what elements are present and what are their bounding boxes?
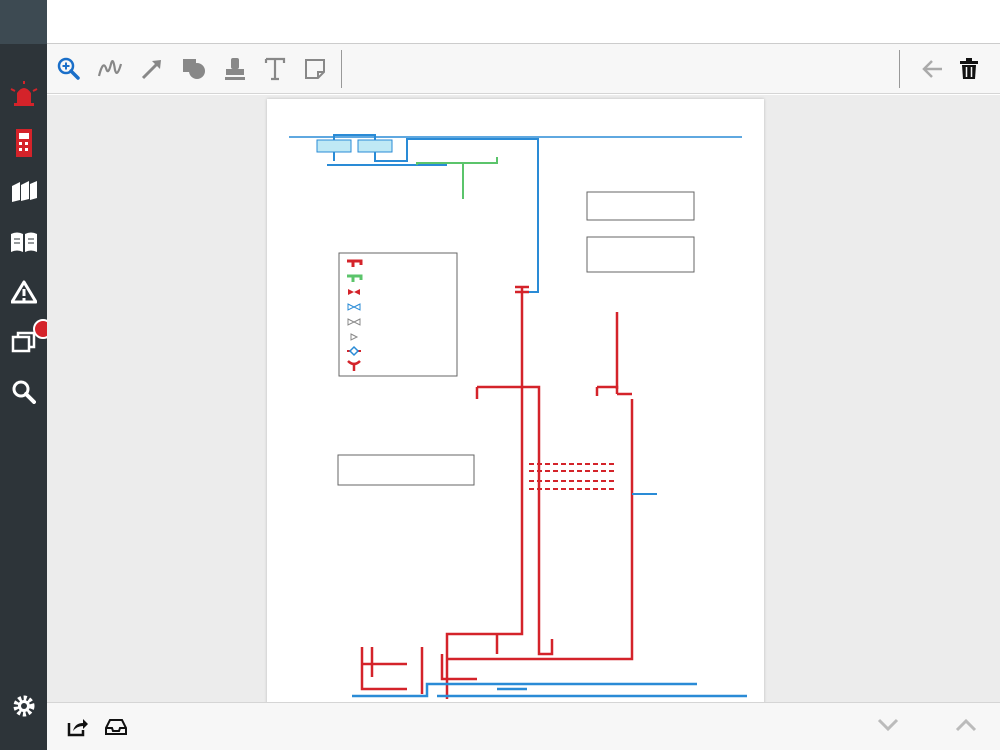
stamp-icon bbox=[224, 57, 246, 81]
toolbar-divider bbox=[899, 50, 900, 88]
layers-icon bbox=[10, 180, 38, 204]
document-viewer[interactable] bbox=[47, 95, 1000, 702]
zoom-tool[interactable] bbox=[52, 53, 86, 85]
chevron-down-icon bbox=[877, 718, 899, 732]
note-prv-box bbox=[587, 237, 694, 272]
share-icon bbox=[67, 717, 89, 737]
building-info-icon bbox=[13, 128, 35, 158]
header bbox=[47, 0, 1000, 44]
alarm-icon bbox=[10, 81, 38, 107]
freehand-tool[interactable] bbox=[93, 53, 127, 85]
zoom-icon bbox=[57, 57, 81, 81]
back-icon bbox=[922, 59, 944, 79]
next-page-button[interactable] bbox=[877, 718, 899, 737]
arrow-tool[interactable] bbox=[135, 53, 169, 85]
layers-button[interactable] bbox=[0, 170, 47, 214]
note-both-box bbox=[338, 455, 474, 485]
note-ladder-box bbox=[587, 192, 694, 220]
inbox-icon bbox=[104, 718, 128, 736]
back-button[interactable] bbox=[916, 53, 950, 85]
annotation-toolbar bbox=[47, 44, 1000, 94]
trash-icon bbox=[959, 58, 979, 80]
hazards-button[interactable] bbox=[0, 270, 47, 314]
delete-button[interactable] bbox=[952, 53, 986, 85]
app-logo[interactable] bbox=[0, 0, 47, 44]
riser-diagram bbox=[267, 99, 764, 702]
note-tool[interactable] bbox=[298, 53, 332, 85]
document-page bbox=[267, 99, 764, 702]
prev-page-button[interactable] bbox=[955, 718, 977, 737]
share-button[interactable] bbox=[67, 717, 89, 742]
inbox-button[interactable] bbox=[104, 718, 128, 741]
footer-bar bbox=[47, 702, 1000, 750]
shape-tool[interactable] bbox=[177, 53, 211, 85]
legend-box bbox=[339, 253, 457, 376]
search-button[interactable] bbox=[0, 370, 47, 414]
book-icon bbox=[10, 231, 38, 253]
toolbar-divider bbox=[341, 50, 342, 88]
alarm-button[interactable] bbox=[0, 72, 47, 116]
note-icon bbox=[304, 58, 326, 80]
settings-icon bbox=[11, 693, 37, 719]
sidebar bbox=[0, 0, 47, 750]
search-icon bbox=[12, 380, 36, 404]
settings-button[interactable] bbox=[0, 684, 47, 728]
arrow-icon bbox=[141, 58, 163, 80]
warning-icon bbox=[11, 280, 37, 304]
text-icon bbox=[264, 57, 286, 81]
stamp-tool[interactable] bbox=[218, 53, 252, 85]
freehand-icon bbox=[97, 58, 123, 80]
book-button[interactable] bbox=[0, 220, 47, 264]
shape-icon bbox=[182, 58, 206, 80]
chevron-up-icon bbox=[955, 718, 977, 732]
documents-icon bbox=[11, 331, 37, 353]
text-tool[interactable] bbox=[258, 53, 292, 85]
building-info-button[interactable] bbox=[0, 121, 47, 165]
